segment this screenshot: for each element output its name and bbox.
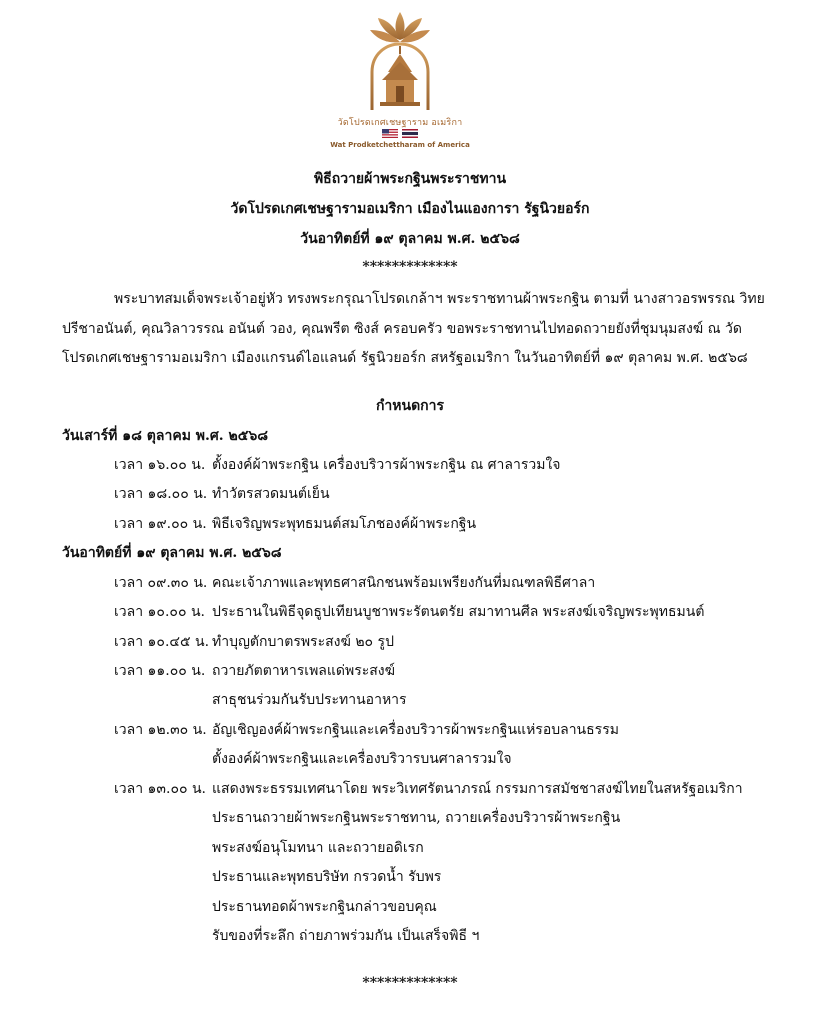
- day2-label: วันอาทิตย์ที่ ๑๙ ตุลาคม พ.ศ. ๒๕๖๘: [62, 545, 282, 561]
- day2-item-desc: อัญเชิญองค์ผ้าพระกฐินและเครื่องบริวารผ้าพระกฐินแห่รอบลานธรรม: [212, 722, 619, 738]
- day1-item-time: เวลา ๑๖.๐๐ น.: [114, 457, 206, 473]
- day2-item-desc: ตั้งองค์ผ้าพระกฐินและเครื่องบริวารบนศาลารวมใจ: [212, 751, 512, 767]
- day2-item-time: เวลา ๑๑.๐๐ น.: [114, 663, 206, 679]
- day2-item-desc: พระสงฆ์อนุโมทนา และถวายอดิเรก: [212, 840, 424, 856]
- day1-item-desc: พิธีเจริญพระพุทธมนต์สมโภชองค์ผ้าพระกฐิน: [212, 516, 477, 532]
- logo-english-name: Wat Prodketchettharam of America: [330, 141, 470, 149]
- day2-item-desc: รับของที่ระลึก ถ่ายภาพร่วมกัน เป็นเสร็จพิธี ฯ: [212, 928, 480, 944]
- day1-item-time: เวลา ๑๘.๐๐ น.: [114, 486, 208, 502]
- usa-thai-flag-icon: [382, 129, 418, 138]
- intro-line-3: โปรดเกศเชษฐารามอเมริกา เมืองแกรนด์ไอแลนด์ รัฐนิวยอร์ก สหรัฐอเมริกา ในวันอาทิตย์ที่ ๑๙ ตุลาคม พ.ศ. ๒๕๖๘: [62, 350, 748, 366]
- intro-line-1: พระบาทสมเด็จพระเจ้าอยู่หัว ทรงพระกรุณาโปรดเกล้าฯ พระราชทานผ้าพระกฐิน ตามที่ นางสาวอรพรรณ วิทย: [114, 291, 765, 307]
- day2-item-desc: ประธานทอดผ้าพระกฐินกล่าวขอบคุณ: [212, 899, 437, 915]
- day2-item-time: เวลา ๑๐.๐๐ น.: [114, 604, 205, 620]
- temple-logo: [330, 6, 470, 150]
- day1-label: วันเสาร์ที่ ๑๘ ตุลาคม พ.ศ. ๒๕๖๘: [62, 428, 269, 444]
- ceremony-date: วันอาทิตย์ที่ ๑๙ ตุลาคม พ.ศ. ๒๕๖๘: [300, 231, 520, 247]
- day2-item-desc: ประธานในพิธีจุดธูปเทียนบูชาพระรัตนตรัย สมาทานศีล พระสงฆ์เจริญพระพุทธมนต์: [212, 604, 705, 620]
- ceremony-location: วัดโปรดเกศเชษฐารามอเมริกา เมืองไนแองการา รัฐนิวยอร์ก: [230, 201, 590, 217]
- day2-item-time: เวลา ๑๒.๓๐ น.: [114, 722, 207, 738]
- logo-thai-name: วัดโปรดเกศเชษฐาราม อเมริกา: [337, 118, 463, 128]
- schedule-heading: กำหนดการ: [375, 398, 445, 414]
- day2-item-desc: คณะเจ้าภาพและพุทธศาสนิกชนพร้อมเพรียงกันที่มณฑลพิธีศาลา: [212, 575, 596, 591]
- ceremony-title: พิธีถวายผ้าพระกฐินพระราชทาน: [313, 171, 507, 187]
- footer-separator: *************: [362, 975, 458, 991]
- day2-item-time: เวลา ๐๙.๓๐ น.: [114, 575, 208, 591]
- flag-icons: [382, 129, 418, 138]
- day2-item-desc: สาธุชนร่วมกันรับประทานอาหาร: [212, 692, 407, 708]
- day2-item-desc: แสดงพระธรรมเทศนาโดย พระวิเทศรัตนาภรณ์ กรรมการสมัชชาสงฆ์ไทยในสหรัฐอเมริกา: [212, 781, 743, 797]
- day2-item-time: เวลา ๑๓.๐๐ น.: [114, 781, 207, 797]
- day2-item-desc: ประธานถวายผ้าพระกฐินพระราชทาน, ถวายเครื่องบริวารผ้าพระกฐิน: [212, 810, 621, 826]
- day1-item-time: เวลา ๑๙.๐๐ น.: [114, 516, 207, 532]
- day1-item-desc: ทำวัตรสวดมนต์เย็น: [212, 486, 330, 502]
- header-separator: *************: [362, 259, 458, 275]
- day2-item-desc: ประธานและพุทธบริษัท กรวดน้ำ รับพร: [212, 869, 442, 885]
- day2-item-desc: ถวายภัตตาหารเพลแด่พระสงฆ์: [212, 663, 396, 679]
- intro-line-2: ปรีชาอนันต์, คุณวิลาวรรณ อนันต์ วอง, คุณพรีต ซิงส์ ครอบครัว ขอพระราชทานไปทอดถวายยังที่ชุมนุมสงฆ์ ณ วัด: [62, 321, 743, 337]
- day2-item-desc: ทำบุญตักบาตรพระสงฆ์ ๒๐ รูป: [212, 634, 394, 650]
- day1-item-desc: ตั้งองค์ผ้าพระกฐิน เครื่องบริวารผ้าพระกฐิน ณ ศาลารวมใจ: [212, 457, 561, 473]
- temple-emblem-icon: [330, 6, 470, 114]
- day2-item-time: เวลา ๑๐.๔๕ น.: [114, 634, 210, 650]
